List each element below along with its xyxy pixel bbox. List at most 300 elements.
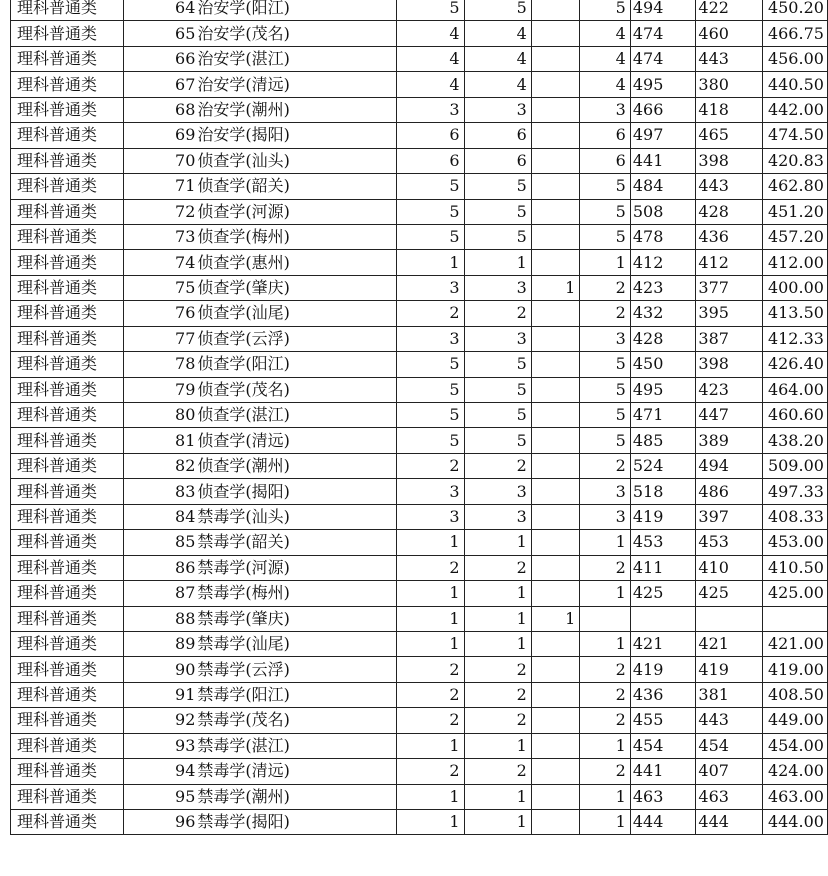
index-cell: 73 <box>123 224 197 249</box>
plan-count-cell: 3 <box>397 504 464 529</box>
min-score-cell: 410 <box>696 555 763 580</box>
extra-count-cell <box>531 0 580 21</box>
min-score-cell: 423 <box>696 377 763 402</box>
major-cell: 侦查学(揭阳) <box>197 479 396 504</box>
enrolled-count-cell: 2 <box>580 275 631 300</box>
max-score-cell: 494 <box>630 0 696 21</box>
index-cell: 77 <box>123 326 197 351</box>
category-cell: 理科普通类 <box>11 275 124 300</box>
table-row <box>11 555 828 580</box>
max-score-cell: 412 <box>630 250 696 275</box>
avg-score-cell: 420.83 <box>762 148 827 173</box>
admitted-count-cell: 1 <box>464 581 531 606</box>
avg-score-cell: 408.50 <box>762 682 827 707</box>
min-score-cell: 436 <box>696 224 763 249</box>
admitted-count-cell: 1 <box>464 606 531 631</box>
table-row <box>11 428 828 453</box>
table-row <box>11 581 828 606</box>
major-cell: 禁毒学(河源) <box>197 555 396 580</box>
admitted-count-cell: 4 <box>464 21 531 46</box>
max-score-cell: 432 <box>630 301 696 326</box>
major-cell: 禁毒学(茂名) <box>197 708 396 733</box>
enrolled-count-cell: 4 <box>580 46 631 71</box>
table-row <box>11 606 828 631</box>
extra-count-cell <box>531 250 580 275</box>
enrolled-count-cell: 2 <box>580 555 631 580</box>
min-score-cell: 444 <box>696 810 763 835</box>
avg-score-cell: 457.20 <box>762 224 827 249</box>
plan-count-cell: 5 <box>397 352 464 377</box>
admitted-count-cell: 3 <box>464 97 531 122</box>
category-cell: 理科普通类 <box>11 682 124 707</box>
plan-count-cell: 1 <box>397 733 464 758</box>
admitted-count-cell: 5 <box>464 174 531 199</box>
index-cell: 84 <box>123 504 197 529</box>
admitted-count-cell: 5 <box>464 224 531 249</box>
table-row <box>11 21 828 46</box>
category-cell: 理科普通类 <box>11 555 124 580</box>
avg-score-cell: 425.00 <box>762 581 827 606</box>
major-cell: 禁毒学(潮州) <box>197 784 396 809</box>
category-cell: 理科普通类 <box>11 810 124 835</box>
major-cell: 禁毒学(湛江) <box>197 733 396 758</box>
extra-count-cell: 1 <box>531 606 580 631</box>
admitted-count-cell: 4 <box>464 46 531 71</box>
avg-score-cell: 413.50 <box>762 301 827 326</box>
extra-count-cell <box>531 123 580 148</box>
plan-count-cell: 2 <box>397 657 464 682</box>
major-cell: 治安学(揭阳) <box>197 123 396 148</box>
min-score-cell: 398 <box>696 148 763 173</box>
enrolled-count-cell: 5 <box>580 428 631 453</box>
extra-count-cell <box>531 479 580 504</box>
avg-score-cell: 408.33 <box>762 504 827 529</box>
extra-count-cell <box>531 530 580 555</box>
table-row <box>11 504 828 529</box>
plan-count-cell: 2 <box>397 453 464 478</box>
index-cell: 91 <box>123 682 197 707</box>
plan-count-cell: 2 <box>397 301 464 326</box>
enrolled-count-cell: 4 <box>580 72 631 97</box>
extra-count-cell <box>531 301 580 326</box>
avg-score-cell: 453.00 <box>762 530 827 555</box>
table-row <box>11 733 828 758</box>
extra-count-cell: 1 <box>531 275 580 300</box>
plan-count-cell: 5 <box>397 403 464 428</box>
extra-count-cell <box>531 657 580 682</box>
index-cell: 64 <box>123 0 197 21</box>
index-cell: 79 <box>123 377 197 402</box>
admitted-count-cell: 1 <box>464 733 531 758</box>
max-score-cell: 419 <box>630 504 696 529</box>
avg-score-cell: 450.20 <box>762 0 827 21</box>
major-cell: 侦查学(云浮) <box>197 326 396 351</box>
extra-count-cell <box>531 453 580 478</box>
admitted-count-cell: 3 <box>464 326 531 351</box>
admitted-count-cell: 5 <box>464 199 531 224</box>
max-score-cell: 441 <box>630 759 696 784</box>
avg-score-cell: 444.00 <box>762 810 827 835</box>
enrolled-count-cell: 5 <box>580 403 631 428</box>
plan-count-cell: 6 <box>397 123 464 148</box>
major-cell: 侦查学(湛江) <box>197 403 396 428</box>
enrolled-count-cell: 1 <box>580 784 631 809</box>
category-cell: 理科普通类 <box>11 428 124 453</box>
avg-score-cell: 474.50 <box>762 123 827 148</box>
major-cell: 禁毒学(汕尾) <box>197 631 396 656</box>
enrolled-count-cell: 5 <box>580 0 631 21</box>
admitted-count-cell: 6 <box>464 148 531 173</box>
min-score-cell: 421 <box>696 631 763 656</box>
extra-count-cell <box>531 148 580 173</box>
table-row <box>11 403 828 428</box>
category-cell: 理科普通类 <box>11 326 124 351</box>
admitted-count-cell: 5 <box>464 377 531 402</box>
extra-count-cell <box>531 174 580 199</box>
table-row <box>11 759 828 784</box>
admitted-count-cell: 1 <box>464 810 531 835</box>
admitted-count-cell: 5 <box>464 0 531 21</box>
admitted-count-cell: 2 <box>464 657 531 682</box>
min-score-cell: 465 <box>696 123 763 148</box>
min-score-cell: 428 <box>696 199 763 224</box>
extra-count-cell <box>531 733 580 758</box>
enrolled-count-cell: 2 <box>580 453 631 478</box>
major-cell: 禁毒学(云浮) <box>197 657 396 682</box>
min-score-cell: 419 <box>696 657 763 682</box>
index-cell: 74 <box>123 250 197 275</box>
table-row <box>11 97 828 122</box>
major-cell: 治安学(阳江) <box>197 0 396 21</box>
major-cell: 侦查学(潮州) <box>197 453 396 478</box>
major-cell: 治安学(清远) <box>197 72 396 97</box>
min-score-cell: 422 <box>696 0 763 21</box>
enrolled-count-cell: 6 <box>580 148 631 173</box>
min-score-cell: 443 <box>696 708 763 733</box>
extra-count-cell <box>531 72 580 97</box>
max-score-cell: 463 <box>630 784 696 809</box>
index-cell: 95 <box>123 784 197 809</box>
index-cell: 65 <box>123 21 197 46</box>
category-cell: 理科普通类 <box>11 148 124 173</box>
category-cell: 理科普通类 <box>11 631 124 656</box>
plan-count-cell: 4 <box>397 72 464 97</box>
plan-count-cell: 1 <box>397 810 464 835</box>
table-row <box>11 479 828 504</box>
major-cell: 侦查学(惠州) <box>197 250 396 275</box>
category-cell: 理科普通类 <box>11 46 124 71</box>
category-cell: 理科普通类 <box>11 199 124 224</box>
plan-count-cell: 1 <box>397 606 464 631</box>
index-cell: 67 <box>123 72 197 97</box>
enrolled-count-cell: 5 <box>580 352 631 377</box>
admitted-count-cell: 1 <box>464 250 531 275</box>
index-cell: 75 <box>123 275 197 300</box>
max-score-cell: 444 <box>630 810 696 835</box>
extra-count-cell <box>531 784 580 809</box>
plan-count-cell: 1 <box>397 631 464 656</box>
extra-count-cell <box>531 97 580 122</box>
category-cell: 理科普通类 <box>11 479 124 504</box>
major-cell: 禁毒学(肇庆) <box>197 606 396 631</box>
index-cell: 85 <box>123 530 197 555</box>
major-cell: 治安学(湛江) <box>197 46 396 71</box>
extra-count-cell <box>531 631 580 656</box>
max-score-cell: 428 <box>630 326 696 351</box>
avg-score-cell: 464.00 <box>762 377 827 402</box>
index-cell: 76 <box>123 301 197 326</box>
max-score-cell: 436 <box>630 682 696 707</box>
avg-score-cell: 456.00 <box>762 46 827 71</box>
max-score-cell: 455 <box>630 708 696 733</box>
avg-score-cell: 419.00 <box>762 657 827 682</box>
min-score-cell: 395 <box>696 301 763 326</box>
avg-score-cell: 442.00 <box>762 97 827 122</box>
enrolled-count-cell <box>580 606 631 631</box>
plan-count-cell: 3 <box>397 275 464 300</box>
category-cell: 理科普通类 <box>11 377 124 402</box>
category-cell: 理科普通类 <box>11 403 124 428</box>
min-score-cell: 447 <box>696 403 763 428</box>
admission-table <box>10 0 828 835</box>
category-cell: 理科普通类 <box>11 0 124 21</box>
plan-count-cell: 5 <box>397 174 464 199</box>
category-cell: 理科普通类 <box>11 759 124 784</box>
min-score-cell: 380 <box>696 72 763 97</box>
enrolled-count-cell: 3 <box>580 326 631 351</box>
avg-score-cell: 421.00 <box>762 631 827 656</box>
admitted-count-cell: 1 <box>464 631 531 656</box>
major-cell: 侦查学(河源) <box>197 199 396 224</box>
min-score-cell: 412 <box>696 250 763 275</box>
enrolled-count-cell: 1 <box>580 581 631 606</box>
extra-count-cell <box>531 326 580 351</box>
extra-count-cell <box>531 199 580 224</box>
admitted-count-cell: 4 <box>464 72 531 97</box>
major-cell: 侦查学(汕头) <box>197 148 396 173</box>
plan-count-cell: 3 <box>397 326 464 351</box>
extra-count-cell <box>531 581 580 606</box>
extra-count-cell <box>531 46 580 71</box>
major-cell: 侦查学(韶关) <box>197 174 396 199</box>
max-score-cell: 441 <box>630 148 696 173</box>
plan-count-cell: 5 <box>397 224 464 249</box>
major-cell: 侦查学(汕尾) <box>197 301 396 326</box>
admitted-count-cell: 1 <box>464 784 531 809</box>
plan-count-cell: 4 <box>397 21 464 46</box>
avg-score-cell: 466.75 <box>762 21 827 46</box>
avg-score-cell: 449.00 <box>762 708 827 733</box>
index-cell: 96 <box>123 810 197 835</box>
index-cell: 92 <box>123 708 197 733</box>
max-score-cell: 485 <box>630 428 696 453</box>
max-score-cell: 474 <box>630 46 696 71</box>
max-score-cell: 423 <box>630 275 696 300</box>
admitted-count-cell: 5 <box>464 428 531 453</box>
major-cell: 侦查学(肇庆) <box>197 275 396 300</box>
min-score-cell: 463 <box>696 784 763 809</box>
extra-count-cell <box>531 224 580 249</box>
avg-score-cell: 462.80 <box>762 174 827 199</box>
max-score-cell: 497 <box>630 123 696 148</box>
plan-count-cell: 5 <box>397 377 464 402</box>
min-score-cell: 407 <box>696 759 763 784</box>
min-score-cell: 460 <box>696 21 763 46</box>
category-cell: 理科普通类 <box>11 123 124 148</box>
min-score-cell: 387 <box>696 326 763 351</box>
table-row <box>11 301 828 326</box>
max-score-cell: 425 <box>630 581 696 606</box>
max-score-cell: 471 <box>630 403 696 428</box>
max-score-cell <box>630 606 696 631</box>
major-cell: 治安学(茂名) <box>197 21 396 46</box>
avg-score-cell: 400.00 <box>762 275 827 300</box>
max-score-cell: 411 <box>630 555 696 580</box>
enrolled-count-cell: 1 <box>580 810 631 835</box>
table-row <box>11 708 828 733</box>
plan-count-cell: 5 <box>397 199 464 224</box>
index-cell: 93 <box>123 733 197 758</box>
table-row <box>11 250 828 275</box>
category-cell: 理科普通类 <box>11 352 124 377</box>
extra-count-cell <box>531 555 580 580</box>
table-body <box>11 0 828 835</box>
plan-count-cell: 3 <box>397 97 464 122</box>
major-cell: 治安学(潮州) <box>197 97 396 122</box>
admitted-count-cell: 2 <box>464 555 531 580</box>
plan-count-cell: 6 <box>397 148 464 173</box>
max-score-cell: 474 <box>630 21 696 46</box>
table-row <box>11 199 828 224</box>
table-row <box>11 682 828 707</box>
category-cell: 理科普通类 <box>11 21 124 46</box>
index-cell: 66 <box>123 46 197 71</box>
major-cell: 禁毒学(清远) <box>197 759 396 784</box>
admitted-count-cell: 2 <box>464 759 531 784</box>
admitted-count-cell: 2 <box>464 453 531 478</box>
table-row <box>11 352 828 377</box>
index-cell: 94 <box>123 759 197 784</box>
major-cell: 侦查学(梅州) <box>197 224 396 249</box>
avg-score-cell: 497.33 <box>762 479 827 504</box>
plan-count-cell: 1 <box>397 581 464 606</box>
major-cell: 侦查学(阳江) <box>197 352 396 377</box>
avg-score-cell: 460.60 <box>762 403 827 428</box>
category-cell: 理科普通类 <box>11 224 124 249</box>
category-cell: 理科普通类 <box>11 733 124 758</box>
extra-count-cell <box>531 352 580 377</box>
enrolled-count-cell: 6 <box>580 123 631 148</box>
enrolled-count-cell: 5 <box>580 224 631 249</box>
table-row <box>11 326 828 351</box>
avg-score-cell: 410.50 <box>762 555 827 580</box>
admitted-count-cell: 3 <box>464 275 531 300</box>
index-cell: 87 <box>123 581 197 606</box>
category-cell: 理科普通类 <box>11 453 124 478</box>
enrolled-count-cell: 5 <box>580 377 631 402</box>
admitted-count-cell: 5 <box>464 403 531 428</box>
table-row <box>11 123 828 148</box>
table-row <box>11 0 828 21</box>
extra-count-cell <box>531 759 580 784</box>
extra-count-cell <box>531 21 580 46</box>
category-cell: 理科普通类 <box>11 301 124 326</box>
enrolled-count-cell: 3 <box>580 479 631 504</box>
extra-count-cell <box>531 403 580 428</box>
max-score-cell: 495 <box>630 72 696 97</box>
admitted-count-cell: 1 <box>464 530 531 555</box>
table-row <box>11 784 828 809</box>
index-cell: 68 <box>123 97 197 122</box>
plan-count-cell: 2 <box>397 682 464 707</box>
plan-count-cell: 1 <box>397 784 464 809</box>
table-row <box>11 72 828 97</box>
max-score-cell: 419 <box>630 657 696 682</box>
enrolled-count-cell: 1 <box>580 631 631 656</box>
table-row <box>11 377 828 402</box>
category-cell: 理科普通类 <box>11 97 124 122</box>
max-score-cell: 466 <box>630 97 696 122</box>
min-score-cell: 453 <box>696 530 763 555</box>
category-cell: 理科普通类 <box>11 530 124 555</box>
plan-count-cell: 2 <box>397 708 464 733</box>
avg-score-cell: 412.33 <box>762 326 827 351</box>
enrolled-count-cell: 2 <box>580 759 631 784</box>
extra-count-cell <box>531 428 580 453</box>
avg-score-cell: 509.00 <box>762 453 827 478</box>
enrolled-count-cell: 2 <box>580 682 631 707</box>
major-cell: 禁毒学(梅州) <box>197 581 396 606</box>
index-cell: 90 <box>123 657 197 682</box>
category-cell: 理科普通类 <box>11 708 124 733</box>
enrolled-count-cell: 1 <box>580 733 631 758</box>
index-cell: 71 <box>123 174 197 199</box>
table-row <box>11 275 828 300</box>
max-score-cell: 518 <box>630 479 696 504</box>
enrolled-count-cell: 2 <box>580 708 631 733</box>
major-cell: 禁毒学(韶关) <box>197 530 396 555</box>
min-score-cell: 377 <box>696 275 763 300</box>
major-cell: 侦查学(茂名) <box>197 377 396 402</box>
min-score-cell: 397 <box>696 504 763 529</box>
min-score-cell: 381 <box>696 682 763 707</box>
admitted-count-cell: 2 <box>464 682 531 707</box>
max-score-cell: 495 <box>630 377 696 402</box>
index-cell: 88 <box>123 606 197 631</box>
index-cell: 86 <box>123 555 197 580</box>
admitted-count-cell: 2 <box>464 708 531 733</box>
table-row <box>11 174 828 199</box>
category-cell: 理科普通类 <box>11 606 124 631</box>
major-cell: 侦查学(清远) <box>197 428 396 453</box>
plan-count-cell: 2 <box>397 759 464 784</box>
index-cell: 89 <box>123 631 197 656</box>
category-cell: 理科普通类 <box>11 174 124 199</box>
enrolled-count-cell: 3 <box>580 97 631 122</box>
avg-score-cell: 451.20 <box>762 199 827 224</box>
max-score-cell: 453 <box>630 530 696 555</box>
major-cell: 禁毒学(阳江) <box>197 682 396 707</box>
max-score-cell: 508 <box>630 199 696 224</box>
admitted-count-cell: 6 <box>464 123 531 148</box>
plan-count-cell: 2 <box>397 555 464 580</box>
max-score-cell: 478 <box>630 224 696 249</box>
category-cell: 理科普通类 <box>11 784 124 809</box>
avg-score-cell: 426.40 <box>762 352 827 377</box>
major-cell: 禁毒学(揭阳) <box>197 810 396 835</box>
max-score-cell: 524 <box>630 453 696 478</box>
min-score-cell: 486 <box>696 479 763 504</box>
